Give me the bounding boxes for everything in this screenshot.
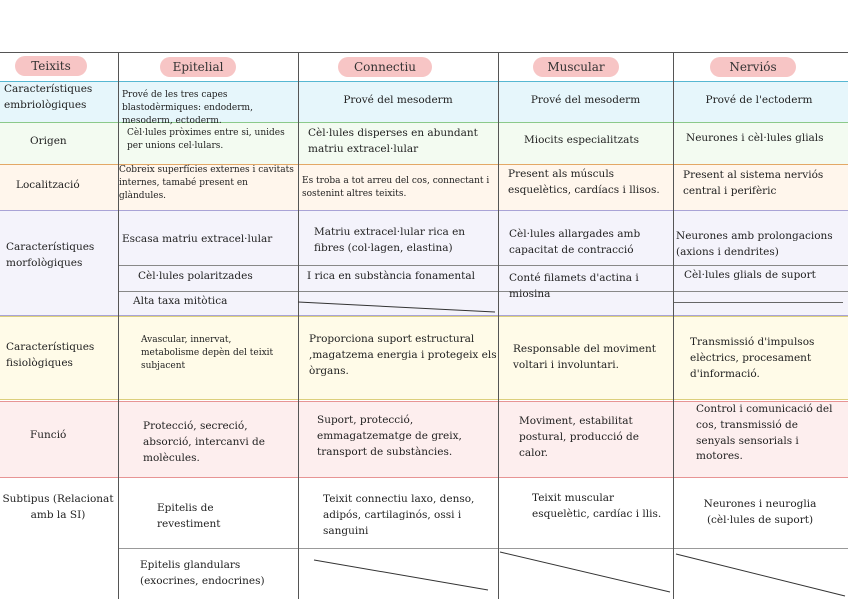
subtypes-connective: Teixit connectiu laxo, denso, adipós, cartilaginós, ossi i sanguini bbox=[323, 493, 475, 537]
subtypes-epithelial-2: Epitelis glandulars (exocrines, endocrines) bbox=[140, 559, 265, 587]
morphological-connective-1: Matriu extracel·lular rica en fibres (col·lagen, elastina) bbox=[314, 226, 466, 254]
embryological-connective: Prové del mesoderm bbox=[343, 94, 453, 106]
embryological-nervous: Prové de l'ectoderm bbox=[705, 94, 813, 106]
morphological-muscular-1: Cèl·lules allargades amb capacitat de contracció bbox=[509, 228, 641, 256]
morphological-nervous-1: Neurones amb prolongacions (axions i dendrites) bbox=[676, 230, 833, 258]
diag-subtypes-connective bbox=[314, 560, 488, 590]
location-muscular: Present als músculs esquelètics, cardíacs i llisos. bbox=[508, 168, 660, 196]
origin-epithelial: Cèl·lules pròximes entre si, unides per unions cel·lulars. bbox=[127, 128, 285, 152]
header-connective: Connectiu bbox=[338, 57, 432, 77]
diag-subtypes-muscular bbox=[500, 552, 670, 592]
location-epithelial: Cobreix superfícies externes i cavitats internes, tamabé present en glàndules. bbox=[119, 165, 294, 202]
row-label-location: Localització bbox=[16, 179, 80, 191]
header-muscular: Muscular bbox=[533, 57, 619, 77]
origin-muscular: Miocits especialitzats bbox=[524, 134, 639, 146]
row-label-morphological: Característiques morfològiques bbox=[6, 241, 95, 269]
row-label-physiological: Característiques fisiològiques bbox=[6, 341, 95, 369]
function-nervous: Control i comunicació del cos, transmissió de senyals sensorials i motores. bbox=[696, 403, 833, 463]
diag-morph-connective bbox=[298, 302, 495, 312]
embryological-epithelial: Prové de les tres capes blastodèrmiques: endoderm, mesoderm, ectoderm. bbox=[122, 90, 253, 127]
row-label-function: Funció bbox=[30, 429, 67, 441]
location-nervous: Present al sistema nerviós central i perifèric bbox=[683, 169, 824, 197]
embryological-muscular: Prové del mesoderm bbox=[530, 94, 641, 106]
row-label-origin: Origen bbox=[30, 135, 67, 147]
physiological-nervous: Transmissió d'impulsos elèctrics, procesament d'informació. bbox=[690, 336, 815, 380]
morphological-nervous-2: Cèl·lules glials de suport bbox=[684, 269, 816, 281]
function-connective: Suport, protecció, emmagatzematge de greix, transport de substàncies. bbox=[317, 414, 462, 458]
origin-connective: Cèl·lules disperses en abundant matriu extracel·lular bbox=[308, 127, 478, 155]
subtypes-epithelial-1: Epitelis de revestiment bbox=[157, 502, 221, 530]
location-connective: Es troba a tot arreu del cos, connectant i sostenint altres teixits. bbox=[302, 176, 490, 200]
diag-subtypes-nervous bbox=[676, 554, 845, 596]
morphological-connective-2: I rica en substància fonamental bbox=[307, 270, 475, 282]
physiological-connective: Proporciona suport estructural ,magatzema energia i protegeix els òrgans. bbox=[309, 333, 497, 377]
origin-nervous: Neurones i cèl·lules glials bbox=[686, 132, 824, 144]
morphological-epithelial-3: Alta taxa mitòtica bbox=[133, 295, 228, 307]
physiological-epithelial: Avascular, innervat, metabolisme depèn del teixit subjacent bbox=[141, 335, 274, 372]
subtypes-muscular: Teixit muscular esquelètic, cardíac i llis. bbox=[532, 492, 662, 520]
header-nervous: Nerviós bbox=[710, 57, 796, 77]
morphological-epithelial-1: Escasa matriu extracel·lular bbox=[122, 233, 273, 245]
header-epithelial: Epitelial bbox=[160, 57, 236, 77]
header-tissues: Teixits bbox=[15, 56, 87, 76]
function-muscular: Moviment, estabilitat postural, producció de calor. bbox=[519, 415, 639, 459]
morphological-epithelial-2: Cèl·lules polaritzades bbox=[138, 270, 253, 282]
function-epithelial: Protecció, secreció, absorció, intercanvi de molècules. bbox=[143, 420, 265, 464]
morphological-muscular-2: Conté filamets d'actina i miosina bbox=[509, 272, 639, 300]
row-label-subtypes: Subtipus (Relacionat amb la SI) bbox=[2, 493, 114, 521]
row-label-embryological: Característiques embriològiques bbox=[4, 83, 93, 111]
subtypes-nervous: Neurones i neuroglia (cèl·lules de suport) bbox=[703, 498, 817, 526]
physiological-muscular: Responsable del moviment voltari i involuntari. bbox=[513, 343, 656, 371]
